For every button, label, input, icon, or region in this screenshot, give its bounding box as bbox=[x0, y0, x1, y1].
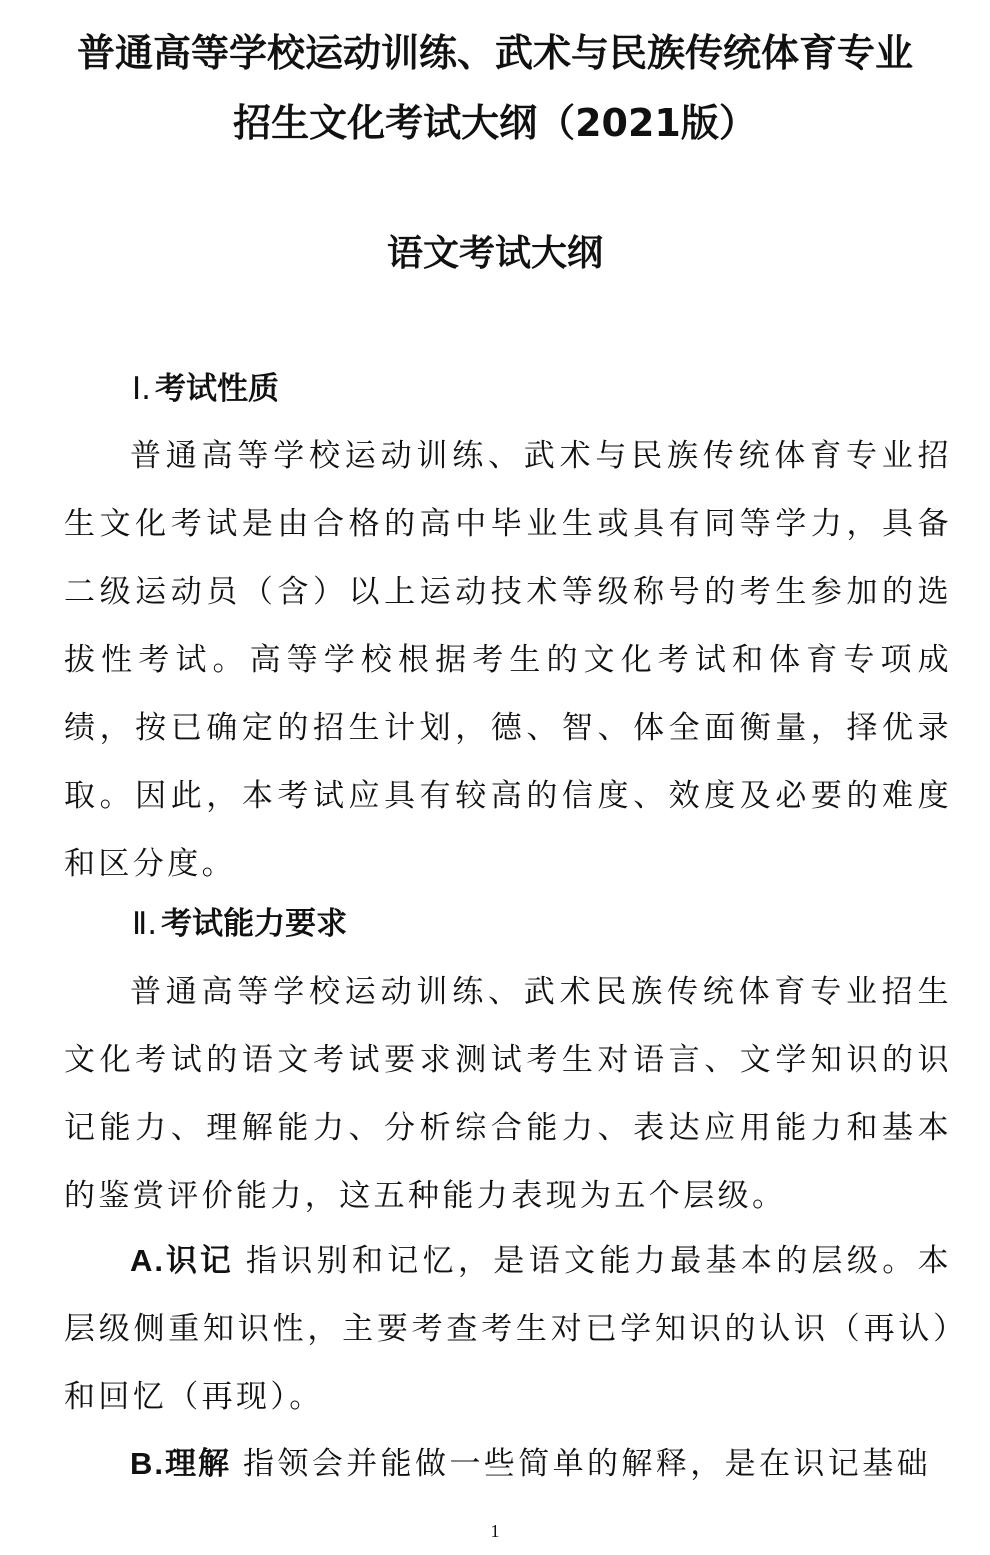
level-text: 指领会并能做一些简单的解释，是在识记基础 bbox=[243, 1446, 931, 1482]
level-name: 识记 bbox=[165, 1243, 234, 1279]
level-name: 理解 bbox=[165, 1446, 231, 1482]
level-paragraph-memorization bbox=[64, 1227, 952, 1431]
section-paragraph-nature: 普通高等学校运动训练、武术与民族传统体育专业招生文化考试是由合格的高中毕业生或具有同等学力，具备二级运动员（含）以上运动技术等级称号的考生参加的选拔性考试。高等学校根据考生的文化考试和体育专项成绩，按已确定的招生计划，德、智、体全面衡量，择优录取。因此，本考试应具有较高的信度、效度及必要的难度和区分度。 bbox=[64, 438, 952, 882]
section-heading-ability-requirements bbox=[132, 904, 347, 944]
subject-title: 语文考试大纲 bbox=[386, 233, 603, 274]
document-title-line-2: 招生文化考试大纲（2021版） bbox=[233, 101, 757, 145]
section-number: Ⅰ. bbox=[132, 371, 151, 407]
document-title-line-1: 普通高等学校运动训练、武术与民族传统体育专业 bbox=[76, 31, 913, 75]
section-paragraph-ability-requirements: 普通高等学校运动训练、武术民族传统体育专业招生文化考试的语文考试要求测试考生对语言、文学知识的识记能力、理解能力、分析综合能力、表达应用能力和基本的鉴赏评价能力，这五种能力表现为五个层级。 bbox=[64, 974, 952, 1214]
page-number: 1 bbox=[490, 1521, 500, 1541]
level-paragraph-comprehension bbox=[64, 1430, 952, 1498]
section-title: 考试性质 bbox=[155, 371, 279, 407]
section-heading-nature bbox=[132, 369, 279, 409]
section-title: 考试能力要求 bbox=[161, 906, 348, 942]
level-label bbox=[130, 1446, 231, 1482]
level-letter: B. bbox=[130, 1446, 165, 1481]
section-number: Ⅱ. bbox=[132, 906, 158, 942]
level-letter: A. bbox=[130, 1243, 165, 1278]
level-text: 指识别和记忆，是语文能力最基本的层级。本层级侧重知识性，主要考查考生对已学知识的认识（再认）和回忆（再现）。 bbox=[64, 1243, 953, 1415]
level-label bbox=[130, 1243, 234, 1279]
